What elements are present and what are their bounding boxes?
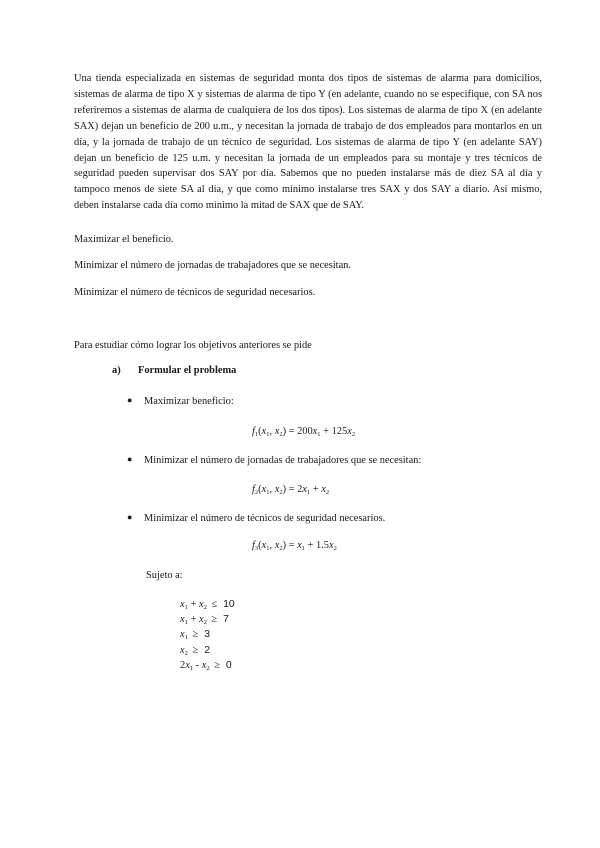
constraint-2: $x_1 + x_2 \ge 7$ xyxy=(180,614,229,627)
objective-formula-1: $f_1(x_1$, $x_2) = 200x_1 + 125x_2$ xyxy=(252,426,356,438)
bullet-maximize-profit xyxy=(127,394,234,409)
bullet-dot-icon: ● xyxy=(127,512,133,522)
constraint-4: $x_2 \ge 2$ xyxy=(180,644,210,657)
bullet-minimize-technicians xyxy=(127,511,385,526)
section-heading xyxy=(112,364,236,378)
objective-formula-2: $f_2(x_1$, $x_2) = 2x_1 + x_2$ xyxy=(252,484,330,496)
bullet-minimize-workdays xyxy=(127,453,421,468)
objective-1: Maximizar el beneficio. xyxy=(74,234,174,245)
objective-3: Minimizar el número de técnicos de seguridad necesarios. xyxy=(74,287,316,298)
bullet-label: Maximizar beneficio: xyxy=(144,396,234,407)
constraint-5: $2x_1 - x_2 \ge 0$ xyxy=(180,659,232,672)
bullet-label: Minimizar el número de técnicos de seguridad necesarios. xyxy=(144,513,386,524)
constraint-list xyxy=(180,597,235,673)
subject-to-label: Sujeto a: xyxy=(146,570,183,581)
bullet-dot-icon: ● xyxy=(127,454,133,464)
section-marker: a) xyxy=(112,365,121,376)
bullet-dot-icon: ● xyxy=(127,395,133,405)
section-title: Formular el problema xyxy=(138,365,237,376)
objective-formula-3: $f_3(x_1$, $x_2) = x_1 + 1.5x_2$ xyxy=(252,540,337,552)
constraint-3: $x_1 \ge 3$ xyxy=(180,629,210,642)
problem-statement: Una tienda especializada en sistemas de seguridad monta dos tipos de sistemas de alarma para domicilios, sistemas de alarma de tipo X y sistemas de alarma de tipo Y (en adelante, cuando no se especifique, con SA nos referiremos a sistemas de alarma de cualquiera de los dos tipos). Los sistemas de alarma de tipo X (en adelante SAX) dejan un beneficio de 200 u.m., y necesitan la jornada de trabajo de dos empleados para montarlos en un día, y la jornada de trabajo de un técnico de seguridad. Los sistemas de alarma de tipo Y (en adelante SAY) dejan un beneficio de 125 u.m. y necesitan la jornada de un empleados para su montaje y tres técnicos de seguridad pueden supervisar dos SAY por día. Sabemos que no pueden instalarse más de diez SA al día y tampoco menos de siete SA al día, y que como mínimo instalarse tres SAX y dos SAY a diario. Así mismo, deben instalarse cada día como mínimo la mitad de SAX que de SAY. xyxy=(74,73,542,212)
constraint-1: $x_1 + x_2 \le 10$ xyxy=(180,599,235,611)
bullet-label: Minimizar el número de jornadas de trabajadores que se necesitan: xyxy=(144,455,422,466)
objective-2: Minimizar el número de jornadas de trabajadores que se necesitan. xyxy=(74,260,351,271)
lead-sentence: Para estudiar cómo lograr los objetivos anteriores se pide xyxy=(74,340,312,351)
